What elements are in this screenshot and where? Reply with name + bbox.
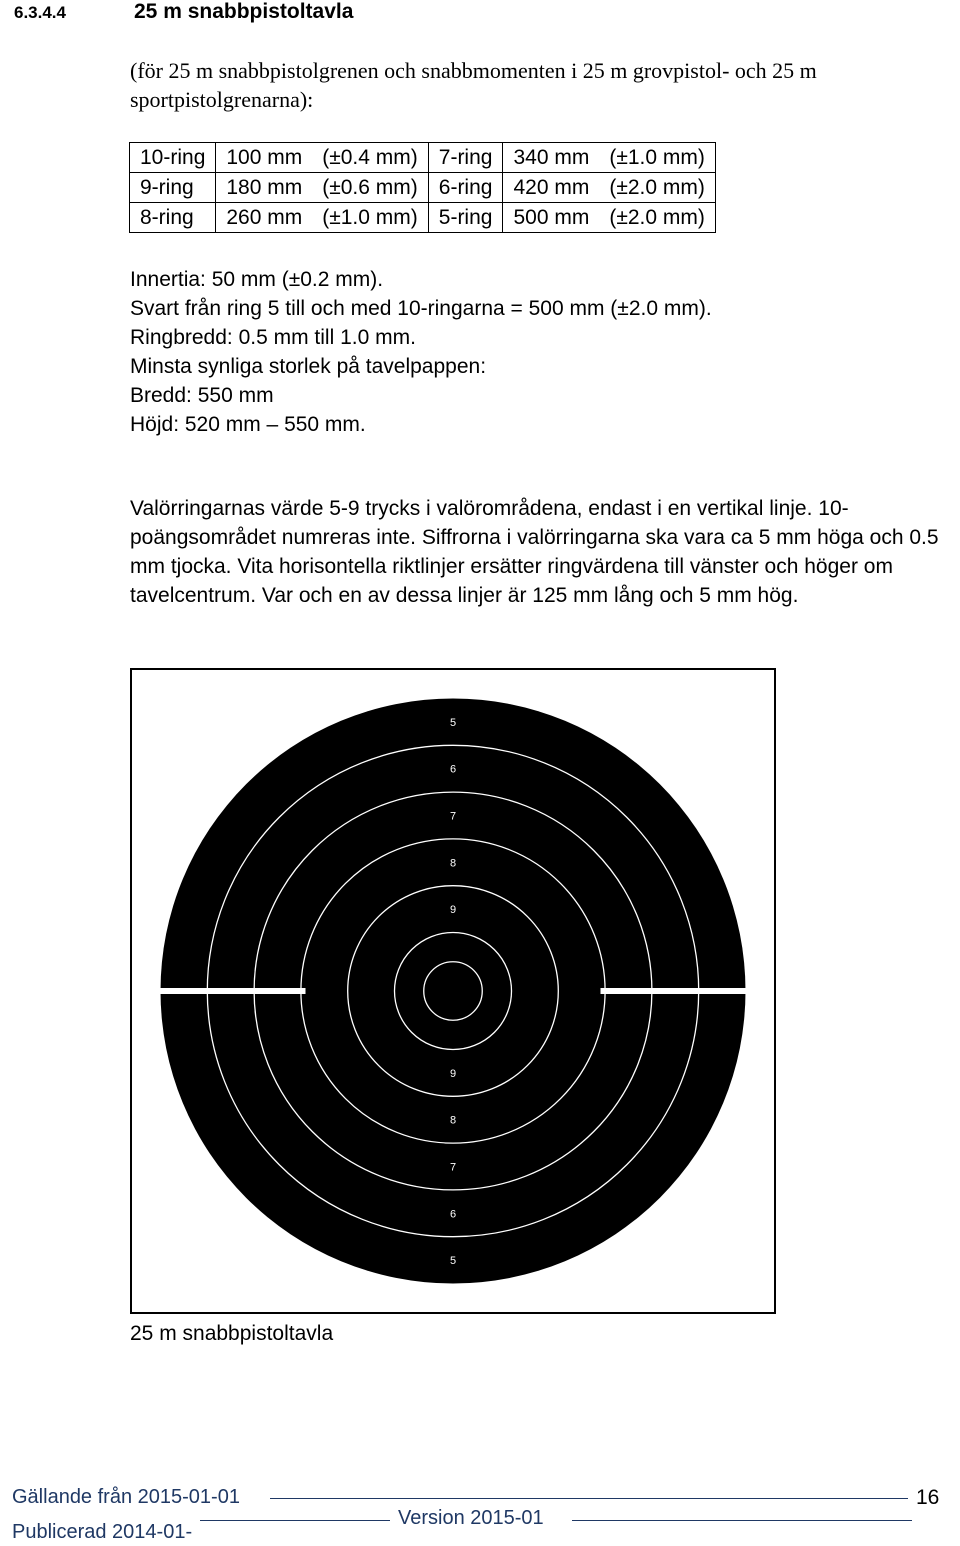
table-cell: 6-ring <box>428 173 503 203</box>
table-row <box>130 203 716 233</box>
table-cell: 8-ring <box>130 203 216 233</box>
table-cell: (±1.0 mm) <box>599 143 715 173</box>
table-cell: 260 mm <box>216 203 312 233</box>
figure-caption: 25 m snabbpistoltavla <box>130 1322 334 1345</box>
table-row <box>130 143 716 173</box>
table-cell: (±0.4 mm) <box>312 143 428 173</box>
section-number: 6.3.4.4 <box>14 3 66 22</box>
table-row <box>130 173 716 203</box>
table-cell: 7-ring <box>428 143 503 173</box>
section-heading <box>14 0 353 24</box>
spec-inner-ten: Innertia: 50 mm (±0.2 mm). <box>130 268 384 291</box>
footer-rule <box>200 1520 390 1521</box>
table-cell: 9-ring <box>130 173 216 203</box>
spec-min-size: Minsta synliga storlek på tavelpappen: <box>130 355 487 378</box>
spec-height: Höjd: 520 mm – 550 mm. <box>130 413 366 436</box>
ring-value-label: 9 <box>449 904 457 917</box>
ring-value-label: 8 <box>449 1114 457 1127</box>
footer-valid-from: Gällande från 2015-01-01 <box>12 1486 240 1508</box>
ring-value-label: 5 <box>449 716 457 729</box>
ring-value-label: 6 <box>449 1208 457 1221</box>
ring-value-label: 7 <box>449 810 457 823</box>
guide-line-right <box>601 988 746 994</box>
target-frame <box>130 668 776 1314</box>
spec-ring-width: Ringbredd: 0.5 mm till 1.0 mm. <box>130 326 416 349</box>
table-cell: (±1.0 mm) <box>312 203 428 233</box>
ring-value-label: 9 <box>449 1067 457 1080</box>
ring-value-label: 5 <box>449 1255 457 1268</box>
footer-version: Version 2015-01 <box>398 1507 544 1529</box>
table-cell: (±2.0 mm) <box>599 203 715 233</box>
target-figure <box>132 670 774 1312</box>
description-paragraph: Valörringarnas värde 5-9 trycks i valörområdena, endast i en vertikal linje. 10-poängsområdet numreras inte. Siffrorna i valörringarna ska vara ca 5 mm höga och 0.5 mm tjocka. Vita horisontella riktlinjer ersätter ringvärdena till vänster och höger om tavelcentrum. Var och en av dessa linjer är 125 mm lång och 5 mm hög. <box>130 497 939 607</box>
section-title: 25 m snabbpistoltavla <box>134 0 354 23</box>
footer-published: Publicerad 2014-01- <box>12 1521 193 1543</box>
ring-value-label: 7 <box>449 1161 457 1174</box>
ring-size-table <box>129 142 716 233</box>
guide-line-left <box>161 988 306 994</box>
ring-value-label: 6 <box>449 763 457 776</box>
spec-width: Bredd: 550 mm <box>130 384 274 407</box>
table-cell: 180 mm <box>216 173 312 203</box>
spec-black-area: Svart från ring 5 till och med 10-ringarna = 500 mm (±2.0 mm). <box>130 297 712 320</box>
table-cell: 10-ring <box>130 143 216 173</box>
table-cell: 340 mm <box>503 143 599 173</box>
intro-paragraph: (för 25 m snabbpistolgrenen och snabbmomenten i 25 m grovpistol- och 25 m sportpistolgrenarna): <box>130 58 817 112</box>
table-cell: (±2.0 mm) <box>599 173 715 203</box>
table-cell: (±0.6 mm) <box>312 173 428 203</box>
footer-rule <box>270 1498 908 1499</box>
specifications <box>130 265 712 439</box>
table-cell: 5-ring <box>428 203 503 233</box>
table-cell: 420 mm <box>503 173 599 203</box>
table-cell: 100 mm <box>216 143 312 173</box>
footer-rule <box>572 1520 912 1521</box>
table-cell: 500 mm <box>503 203 599 233</box>
page-number: 16 <box>916 1486 940 1509</box>
ring-value-label: 8 <box>449 857 457 870</box>
